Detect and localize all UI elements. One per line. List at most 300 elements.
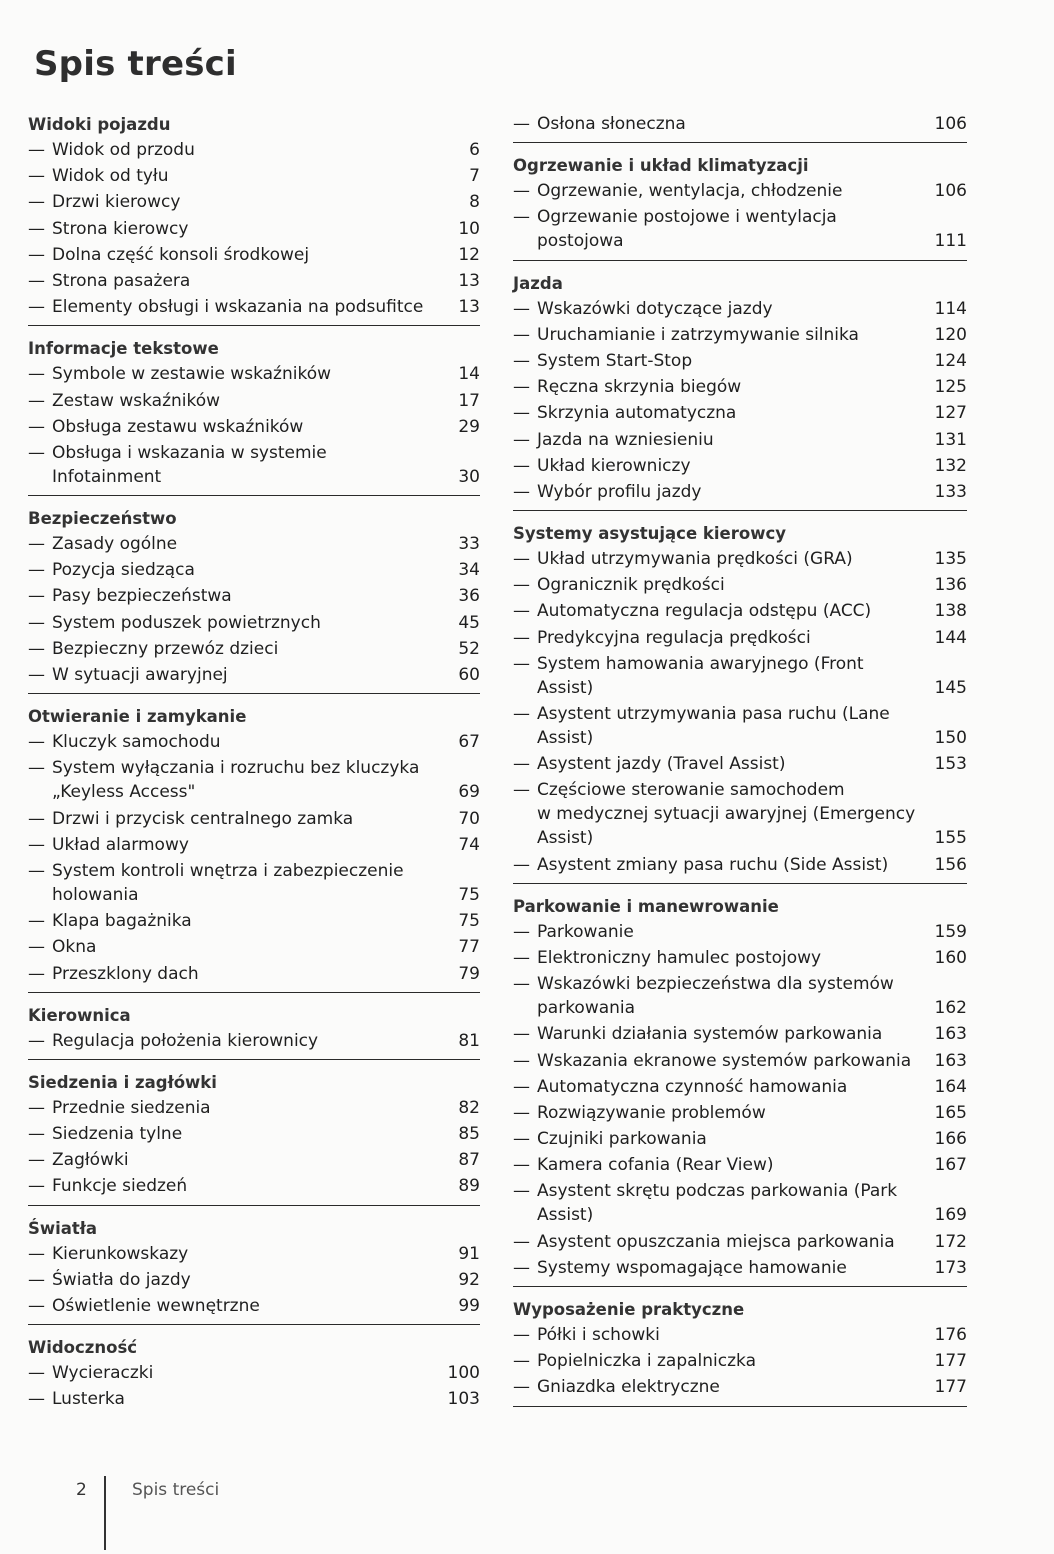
entry-label: System wyłączania i rozruchu bez kluczyka „Keyless Access" xyxy=(52,758,420,803)
entry-dash: — xyxy=(513,974,530,995)
entry-dash: — xyxy=(513,377,530,398)
entry-page-number: 131 xyxy=(934,429,967,450)
toc-entry[interactable] xyxy=(28,217,480,243)
entry-label: System poduszek powietrznych xyxy=(52,612,321,633)
entry-page-number: 85 xyxy=(458,1124,480,1145)
entry-label: Klapa bagażnika xyxy=(52,911,192,932)
toc-left-column xyxy=(28,112,480,1428)
entry-page-number: 29 xyxy=(458,416,480,437)
entry-dash: — xyxy=(28,612,45,633)
toc-entry[interactable] xyxy=(513,1375,967,1401)
entry-label: Przeszklony dach xyxy=(52,963,199,984)
entry-label: System kontroli wnętrza i zabezpieczenie holowania xyxy=(52,860,404,905)
entry-label: Bezpieczny przewóz dzieci xyxy=(52,638,279,659)
entry-page-number: 99 xyxy=(458,1296,480,1316)
toc-entry[interactable] xyxy=(28,441,480,491)
entry-label: Wskazówki bezpieczeństwa dla systemów parkowania xyxy=(537,974,894,1019)
toc-entry[interactable] xyxy=(28,532,480,558)
entry-dash: — xyxy=(513,1076,530,1097)
entry-label: Predykcyjna regulacja prędkości xyxy=(537,627,811,648)
entry-page-number: 33 xyxy=(458,534,480,555)
entry-page-number: 120 xyxy=(934,324,967,345)
entry-label: System hamowania awaryjnego (Front Assist) xyxy=(537,653,864,698)
entry-page-number: 114 xyxy=(934,298,967,319)
entry-page-number: 153 xyxy=(934,754,967,775)
entry-page-number: 69 xyxy=(458,782,480,803)
entry-page-number: 162 xyxy=(934,998,967,1019)
toc-entry[interactable] xyxy=(513,1179,967,1229)
entry-label: Zasady ogólne xyxy=(52,534,178,555)
entry-page-number: 156 xyxy=(934,854,967,875)
entry-page-number: 92 xyxy=(458,1269,480,1290)
toc-entry[interactable] xyxy=(28,415,480,441)
entry-label: W sytuacji awaryjnej xyxy=(52,665,228,685)
entry-label: Skrzynia automatyczna xyxy=(537,403,737,424)
toc-entry[interactable] xyxy=(513,112,967,138)
entry-page-number: 111 xyxy=(934,231,967,252)
entry-label: Popielniczka i zapalniczka xyxy=(537,1351,757,1372)
entry-page-number: 144 xyxy=(934,627,967,648)
entry-dash: — xyxy=(28,140,45,160)
toc-entry[interactable] xyxy=(513,401,967,427)
entry-dash: — xyxy=(28,1243,45,1264)
entry-page-number: 172 xyxy=(934,1231,967,1252)
toc-entry[interactable] xyxy=(513,1230,967,1256)
toc-section xyxy=(28,112,480,326)
entry-label: Przednie siedzenia xyxy=(52,1097,211,1118)
toc-entry[interactable] xyxy=(28,584,480,610)
entry-dash: — xyxy=(513,947,530,968)
entry-page-number: 89 xyxy=(458,1176,480,1197)
entry-dash: — xyxy=(513,780,530,801)
entry-dash: — xyxy=(28,534,45,555)
toc-section xyxy=(28,506,480,694)
entry-dash: — xyxy=(513,114,530,134)
toc-entry[interactable] xyxy=(28,558,480,584)
toc-entry[interactable] xyxy=(28,190,480,216)
section-title: Informacje tekstowe xyxy=(28,339,219,359)
entry-label: Czujniki parkowania xyxy=(537,1129,707,1150)
toc-section xyxy=(28,1070,480,1206)
toc-entry[interactable] xyxy=(28,833,480,859)
toc-section xyxy=(28,336,480,496)
entry-page-number: 79 xyxy=(458,963,480,984)
entry-label: Wybór profilu jazdy xyxy=(537,481,702,502)
entry-label: Kamera cofania (Rear View) xyxy=(537,1155,774,1176)
entry-dash: — xyxy=(28,665,45,685)
entry-label: Strona pasażera xyxy=(52,270,191,291)
toc-entry[interactable] xyxy=(28,295,480,321)
toc-entry[interactable] xyxy=(513,1323,967,1349)
toc-right-column xyxy=(513,112,967,1417)
entry-dash: — xyxy=(513,549,530,570)
entry-page-number: 136 xyxy=(934,575,967,596)
toc-entry[interactable] xyxy=(513,853,967,879)
section-title: Widoki pojazdu xyxy=(28,115,171,134)
entry-label: Ogrzewanie postojowe i wentylacja postojowa xyxy=(537,207,837,252)
entry-dash: — xyxy=(28,1269,45,1290)
entry-page-number: 159 xyxy=(934,921,967,942)
entry-dash: — xyxy=(28,1389,45,1410)
entry-label: Kluczyk samochodu xyxy=(52,732,221,753)
section-title: Parkowanie i manewrowanie xyxy=(513,896,779,916)
entry-dash: — xyxy=(28,1030,45,1051)
entry-page-number: 138 xyxy=(934,601,967,622)
entry-dash: — xyxy=(28,218,45,239)
entry-dash: — xyxy=(513,324,530,345)
entry-dash: — xyxy=(28,364,45,385)
toc-entry[interactable] xyxy=(28,1096,480,1122)
toc-entry[interactable] xyxy=(513,205,967,255)
entry-dash: — xyxy=(513,1129,530,1150)
toc-entry[interactable] xyxy=(513,349,967,375)
entry-dash: — xyxy=(513,1351,530,1372)
entry-dash: — xyxy=(28,244,45,265)
entry-dash: — xyxy=(28,390,45,411)
entry-dash: — xyxy=(513,704,530,724)
entry-page-number: 13 xyxy=(458,297,480,318)
toc-entry[interactable] xyxy=(28,807,480,833)
toc-entry[interactable] xyxy=(513,599,967,625)
toc-entry[interactable] xyxy=(513,1101,967,1127)
section-title: Wyposażenie praktyczne xyxy=(513,1300,745,1319)
toc-entry[interactable] xyxy=(513,1022,967,1048)
entry-label: Gniazdka elektryczne xyxy=(537,1377,720,1398)
entry-label: Częściowe sterowanie samochodem w medycznej sytuacji awaryjnej (Emergency Assist) xyxy=(537,780,916,849)
toc-entry[interactable] xyxy=(513,323,967,349)
toc-section xyxy=(513,153,967,260)
entry-page-number: 177 xyxy=(934,1377,967,1398)
entry-dash: — xyxy=(28,758,45,779)
entry-label: Rozwiązywanie problemów xyxy=(537,1102,766,1123)
toc-entry[interactable] xyxy=(28,243,480,269)
entry-dash: — xyxy=(513,1102,530,1123)
toc-entry[interactable] xyxy=(28,1361,480,1387)
toc-entry[interactable] xyxy=(28,1174,480,1200)
entry-label: Elementy obsługi i wskazania na podsufitce xyxy=(52,297,424,318)
entry-page-number: 8 xyxy=(469,192,480,213)
entry-dash: — xyxy=(28,937,45,958)
entry-page-number: 82 xyxy=(458,1097,480,1118)
entry-label: System Start-Stop xyxy=(537,350,693,371)
page-title: Spis treści xyxy=(34,44,237,84)
toc-entry[interactable] xyxy=(513,573,967,599)
entry-page-number: 45 xyxy=(458,612,480,633)
entry-label: Osłona słoneczna xyxy=(537,114,686,134)
entry-page-number: 7 xyxy=(469,166,480,187)
toc-entry[interactable] xyxy=(28,389,480,415)
entry-dash: — xyxy=(513,601,530,622)
entry-dash: — xyxy=(28,1097,45,1118)
toc-entry[interactable] xyxy=(28,362,480,388)
toc-entry[interactable] xyxy=(28,1122,480,1148)
toc-section xyxy=(513,271,967,512)
entry-label: Lusterka xyxy=(52,1389,125,1410)
toc-entry[interactable] xyxy=(28,611,480,637)
entry-dash: — xyxy=(513,575,530,596)
toc-entry[interactable] xyxy=(28,269,480,295)
entry-dash: — xyxy=(513,207,530,228)
entry-label: Oświetlenie wewnętrzne xyxy=(52,1296,260,1316)
entry-dash: — xyxy=(513,854,530,875)
toc-entry[interactable] xyxy=(513,920,967,946)
entry-label: Asystent jazdy (Travel Assist) xyxy=(537,754,786,775)
entry-dash: — xyxy=(513,1231,530,1252)
entry-label: Układ utrzymywania prędkości (GRA) xyxy=(537,549,853,570)
entry-label: Pozycja siedząca xyxy=(52,560,195,581)
entry-label: Warunki działania systemów parkowania xyxy=(537,1024,883,1045)
toc-entry[interactable] xyxy=(513,1049,967,1075)
toc-section xyxy=(513,894,967,1287)
entry-label: Automatyczna czynność hamowania xyxy=(537,1076,848,1097)
entry-dash: — xyxy=(28,860,45,881)
entry-dash: — xyxy=(28,834,45,855)
entry-dash: — xyxy=(513,627,530,648)
toc-section xyxy=(28,1003,480,1060)
entry-label: Ogrzewanie, wentylacja, chłodzenie xyxy=(537,181,843,202)
entry-page-number: 106 xyxy=(934,181,967,202)
toc-entry[interactable] xyxy=(28,1268,480,1294)
toc-entry[interactable] xyxy=(513,626,967,652)
entry-label: Funkcje siedzeń xyxy=(52,1176,188,1197)
entry-page-number: 163 xyxy=(934,1050,967,1071)
toc-entry[interactable] xyxy=(513,1127,967,1153)
entry-dash: — xyxy=(28,911,45,932)
entry-dash: — xyxy=(513,298,530,319)
entry-page-number: 34 xyxy=(458,560,480,581)
entry-page-number: 52 xyxy=(458,638,480,659)
entry-label: Asystent opuszczania miejsca parkowania xyxy=(537,1231,895,1252)
entry-label: Regulacja położenia kierownicy xyxy=(52,1030,319,1051)
entry-page-number: 160 xyxy=(934,947,967,968)
entry-page-number: 60 xyxy=(458,665,480,685)
entry-page-number: 155 xyxy=(934,828,967,849)
entry-label: Obsługa i wskazania w systemie Infotainment xyxy=(52,442,327,487)
toc-entry[interactable] xyxy=(28,138,480,164)
toc-entry[interactable] xyxy=(513,778,967,852)
entry-page-number: 13 xyxy=(458,270,480,291)
entry-page-number: 176 xyxy=(934,1325,967,1345)
section-title: Ogrzewanie i układ klimatyzacji xyxy=(513,156,809,176)
toc-entry[interactable] xyxy=(513,972,967,1022)
entry-label: Elektroniczny hamulec postojowy xyxy=(537,947,822,968)
entry-page-number: 125 xyxy=(934,377,967,398)
entry-page-number: 81 xyxy=(458,1030,480,1051)
entry-label: Układ kierowniczy xyxy=(537,455,691,476)
section-title: Widoczność xyxy=(28,1338,138,1358)
entry-label: Drzwi i przycisk centralnego zamka xyxy=(52,808,354,829)
entry-page-number: 163 xyxy=(934,1024,967,1045)
entry-dash: — xyxy=(28,166,45,187)
toc-entry[interactable] xyxy=(28,1242,480,1268)
entry-page-number: 164 xyxy=(934,1076,967,1097)
entry-label: Siedzenia tylne xyxy=(52,1124,183,1145)
entry-page-number: 70 xyxy=(458,808,480,829)
entry-page-number: 166 xyxy=(934,1129,967,1150)
entry-label: Uruchamianie i zatrzymywanie silnika xyxy=(537,324,859,345)
entry-page-number: 103 xyxy=(447,1389,480,1410)
toc-entry[interactable] xyxy=(513,1349,967,1375)
entry-dash: — xyxy=(28,1150,45,1171)
entry-dash: — xyxy=(28,192,45,213)
toc-entry[interactable] xyxy=(28,756,480,806)
entry-label: Widok od przodu xyxy=(52,140,195,160)
entry-label: Systemy wspomagające hamowanie xyxy=(537,1257,847,1278)
section-title: Światła xyxy=(28,1218,98,1238)
entry-label: Pasy bezpieczeństwa xyxy=(52,586,232,607)
toc-entry[interactable] xyxy=(28,730,480,756)
toc-entry[interactable] xyxy=(513,428,967,454)
entry-label: Kierunkowskazy xyxy=(52,1243,189,1264)
toc-entry[interactable] xyxy=(513,1075,967,1101)
footer-divider xyxy=(104,1476,106,1550)
entry-label: Obsługa zestawu wskaźników xyxy=(52,416,304,437)
entry-dash: — xyxy=(28,586,45,607)
toc-entry[interactable] xyxy=(28,962,480,988)
toc-entry[interactable] xyxy=(513,1256,967,1282)
entry-dash: — xyxy=(513,754,530,775)
entry-dash: — xyxy=(513,403,530,424)
toc-entry[interactable] xyxy=(513,547,967,573)
entry-dash: — xyxy=(513,1155,530,1176)
entry-dash: — xyxy=(513,1377,530,1398)
section-title: Bezpieczeństwo xyxy=(28,509,177,529)
entry-page-number: 75 xyxy=(458,884,480,905)
toc-entry[interactable] xyxy=(513,297,967,323)
toc-section xyxy=(28,704,480,993)
section-title: Jazda xyxy=(513,273,563,293)
entry-label: Parkowanie xyxy=(537,921,634,942)
entry-dash: — xyxy=(28,560,45,581)
toc-entry[interactable] xyxy=(513,752,967,778)
entry-label: Ręczna skrzynia biegów xyxy=(537,377,742,398)
entry-dash: — xyxy=(513,653,530,674)
toc-entry[interactable] xyxy=(28,1294,480,1320)
entry-dash: — xyxy=(28,270,45,291)
toc-entry[interactable] xyxy=(513,375,967,401)
entry-page-number: 17 xyxy=(458,390,480,411)
entry-dash: — xyxy=(28,638,45,659)
entry-dash: — xyxy=(513,455,530,476)
entry-label: Półki i schowki xyxy=(537,1325,660,1345)
toc-entry[interactable] xyxy=(513,946,967,972)
toc-section xyxy=(513,112,967,143)
entry-dash: — xyxy=(28,732,45,753)
toc-entry[interactable] xyxy=(513,454,967,480)
entry-label: Asystent skrętu podczas parkowania (Park Assist) xyxy=(537,1181,898,1226)
toc-entry[interactable] xyxy=(28,1387,480,1413)
toc-entry[interactable] xyxy=(513,480,967,506)
entry-dash: — xyxy=(513,1181,530,1202)
entry-page-number: 150 xyxy=(934,728,967,748)
entry-page-number: 75 xyxy=(458,911,480,932)
entry-label: Układ alarmowy xyxy=(52,834,189,855)
entry-page-number: 173 xyxy=(934,1257,967,1278)
toc-entry[interactable] xyxy=(28,637,480,663)
entry-page-number: 6 xyxy=(469,140,480,160)
footer-label: Spis treści xyxy=(132,1480,220,1500)
toc-entry[interactable] xyxy=(513,179,967,205)
entry-dash: — xyxy=(513,1257,530,1278)
entry-label: Dolna część konsoli środkowej xyxy=(52,244,310,265)
entry-page-number: 91 xyxy=(458,1243,480,1264)
toc-section xyxy=(513,521,967,884)
entry-label: Symbole w zestawie wskaźników xyxy=(52,364,331,385)
entry-label: Widok od tyłu xyxy=(52,166,169,187)
toc-entry[interactable] xyxy=(513,1153,967,1179)
entry-label: Asystent utrzymywania pasa ruchu (Lane Assist) xyxy=(537,704,890,748)
toc-entry[interactable] xyxy=(28,909,480,935)
entry-page-number: 14 xyxy=(458,364,480,385)
entry-dash: — xyxy=(513,1024,530,1045)
entry-label: Ogranicznik prędkości xyxy=(537,575,725,596)
toc-section xyxy=(513,1297,967,1407)
entry-dash: — xyxy=(28,1363,45,1384)
toc-entry[interactable] xyxy=(28,1148,480,1174)
entry-label: Wycieraczki xyxy=(52,1363,154,1384)
entry-page-number: 167 xyxy=(934,1155,967,1176)
entry-dash: — xyxy=(513,181,530,202)
entry-label: Asystent zmiany pasa ruchu (Side Assist) xyxy=(537,854,889,875)
entry-page-number: 135 xyxy=(934,549,967,570)
entry-dash: — xyxy=(513,350,530,371)
entry-label: Wskazania ekranowe systemów parkowania xyxy=(537,1050,912,1071)
toc-section xyxy=(28,1216,480,1326)
entry-page-number: 165 xyxy=(934,1102,967,1123)
entry-page-number: 145 xyxy=(934,677,967,698)
toc-entry[interactable] xyxy=(28,1029,480,1055)
section-title: Siedzenia i zagłówki xyxy=(28,1072,217,1092)
entry-page-number: 12 xyxy=(458,244,480,265)
entry-label: Zestaw wskaźników xyxy=(52,390,221,411)
entry-page-number: 124 xyxy=(934,350,967,371)
entry-page-number: 87 xyxy=(458,1150,480,1171)
toc-entry[interactable] xyxy=(28,859,480,909)
entry-label: Drzwi kierowcy xyxy=(52,192,181,213)
entry-page-number: 10 xyxy=(458,218,480,239)
entry-label: Okna xyxy=(52,937,97,958)
entry-page-number: 74 xyxy=(458,834,480,855)
entry-dash: — xyxy=(513,1050,530,1071)
entry-dash: — xyxy=(28,963,45,984)
entry-page-number: 36 xyxy=(458,586,480,607)
toc-entry[interactable] xyxy=(513,652,967,702)
footer-page-number: 2 xyxy=(76,1480,87,1500)
entry-page-number: 106 xyxy=(934,114,967,134)
entry-page-number: 177 xyxy=(934,1351,967,1372)
entry-dash: — xyxy=(28,1296,45,1316)
entry-page-number: 100 xyxy=(447,1363,480,1384)
entry-label: Zagłówki xyxy=(52,1150,129,1171)
entry-page-number: 77 xyxy=(458,937,480,958)
entry-page-number: 133 xyxy=(934,481,967,502)
entry-dash: — xyxy=(513,921,530,942)
entry-dash: — xyxy=(513,481,530,502)
toc-entry[interactable] xyxy=(28,164,480,190)
entry-page-number: 67 xyxy=(458,732,480,753)
toc-entry[interactable] xyxy=(28,935,480,961)
toc-entry[interactable] xyxy=(513,702,967,752)
section-title: Systemy asystujące kierowcy xyxy=(513,524,786,544)
entry-label: Wskazówki dotyczące jazdy xyxy=(537,298,773,319)
toc-entry[interactable] xyxy=(28,663,480,689)
entry-dash: — xyxy=(28,808,45,829)
entry-page-number: 30 xyxy=(458,466,480,487)
entry-label: Światła do jazdy xyxy=(52,1269,191,1290)
entry-dash: — xyxy=(28,1124,45,1145)
entry-label: Automatyczna regulacja odstępu (ACC) xyxy=(537,601,872,622)
toc-section xyxy=(28,1335,480,1417)
